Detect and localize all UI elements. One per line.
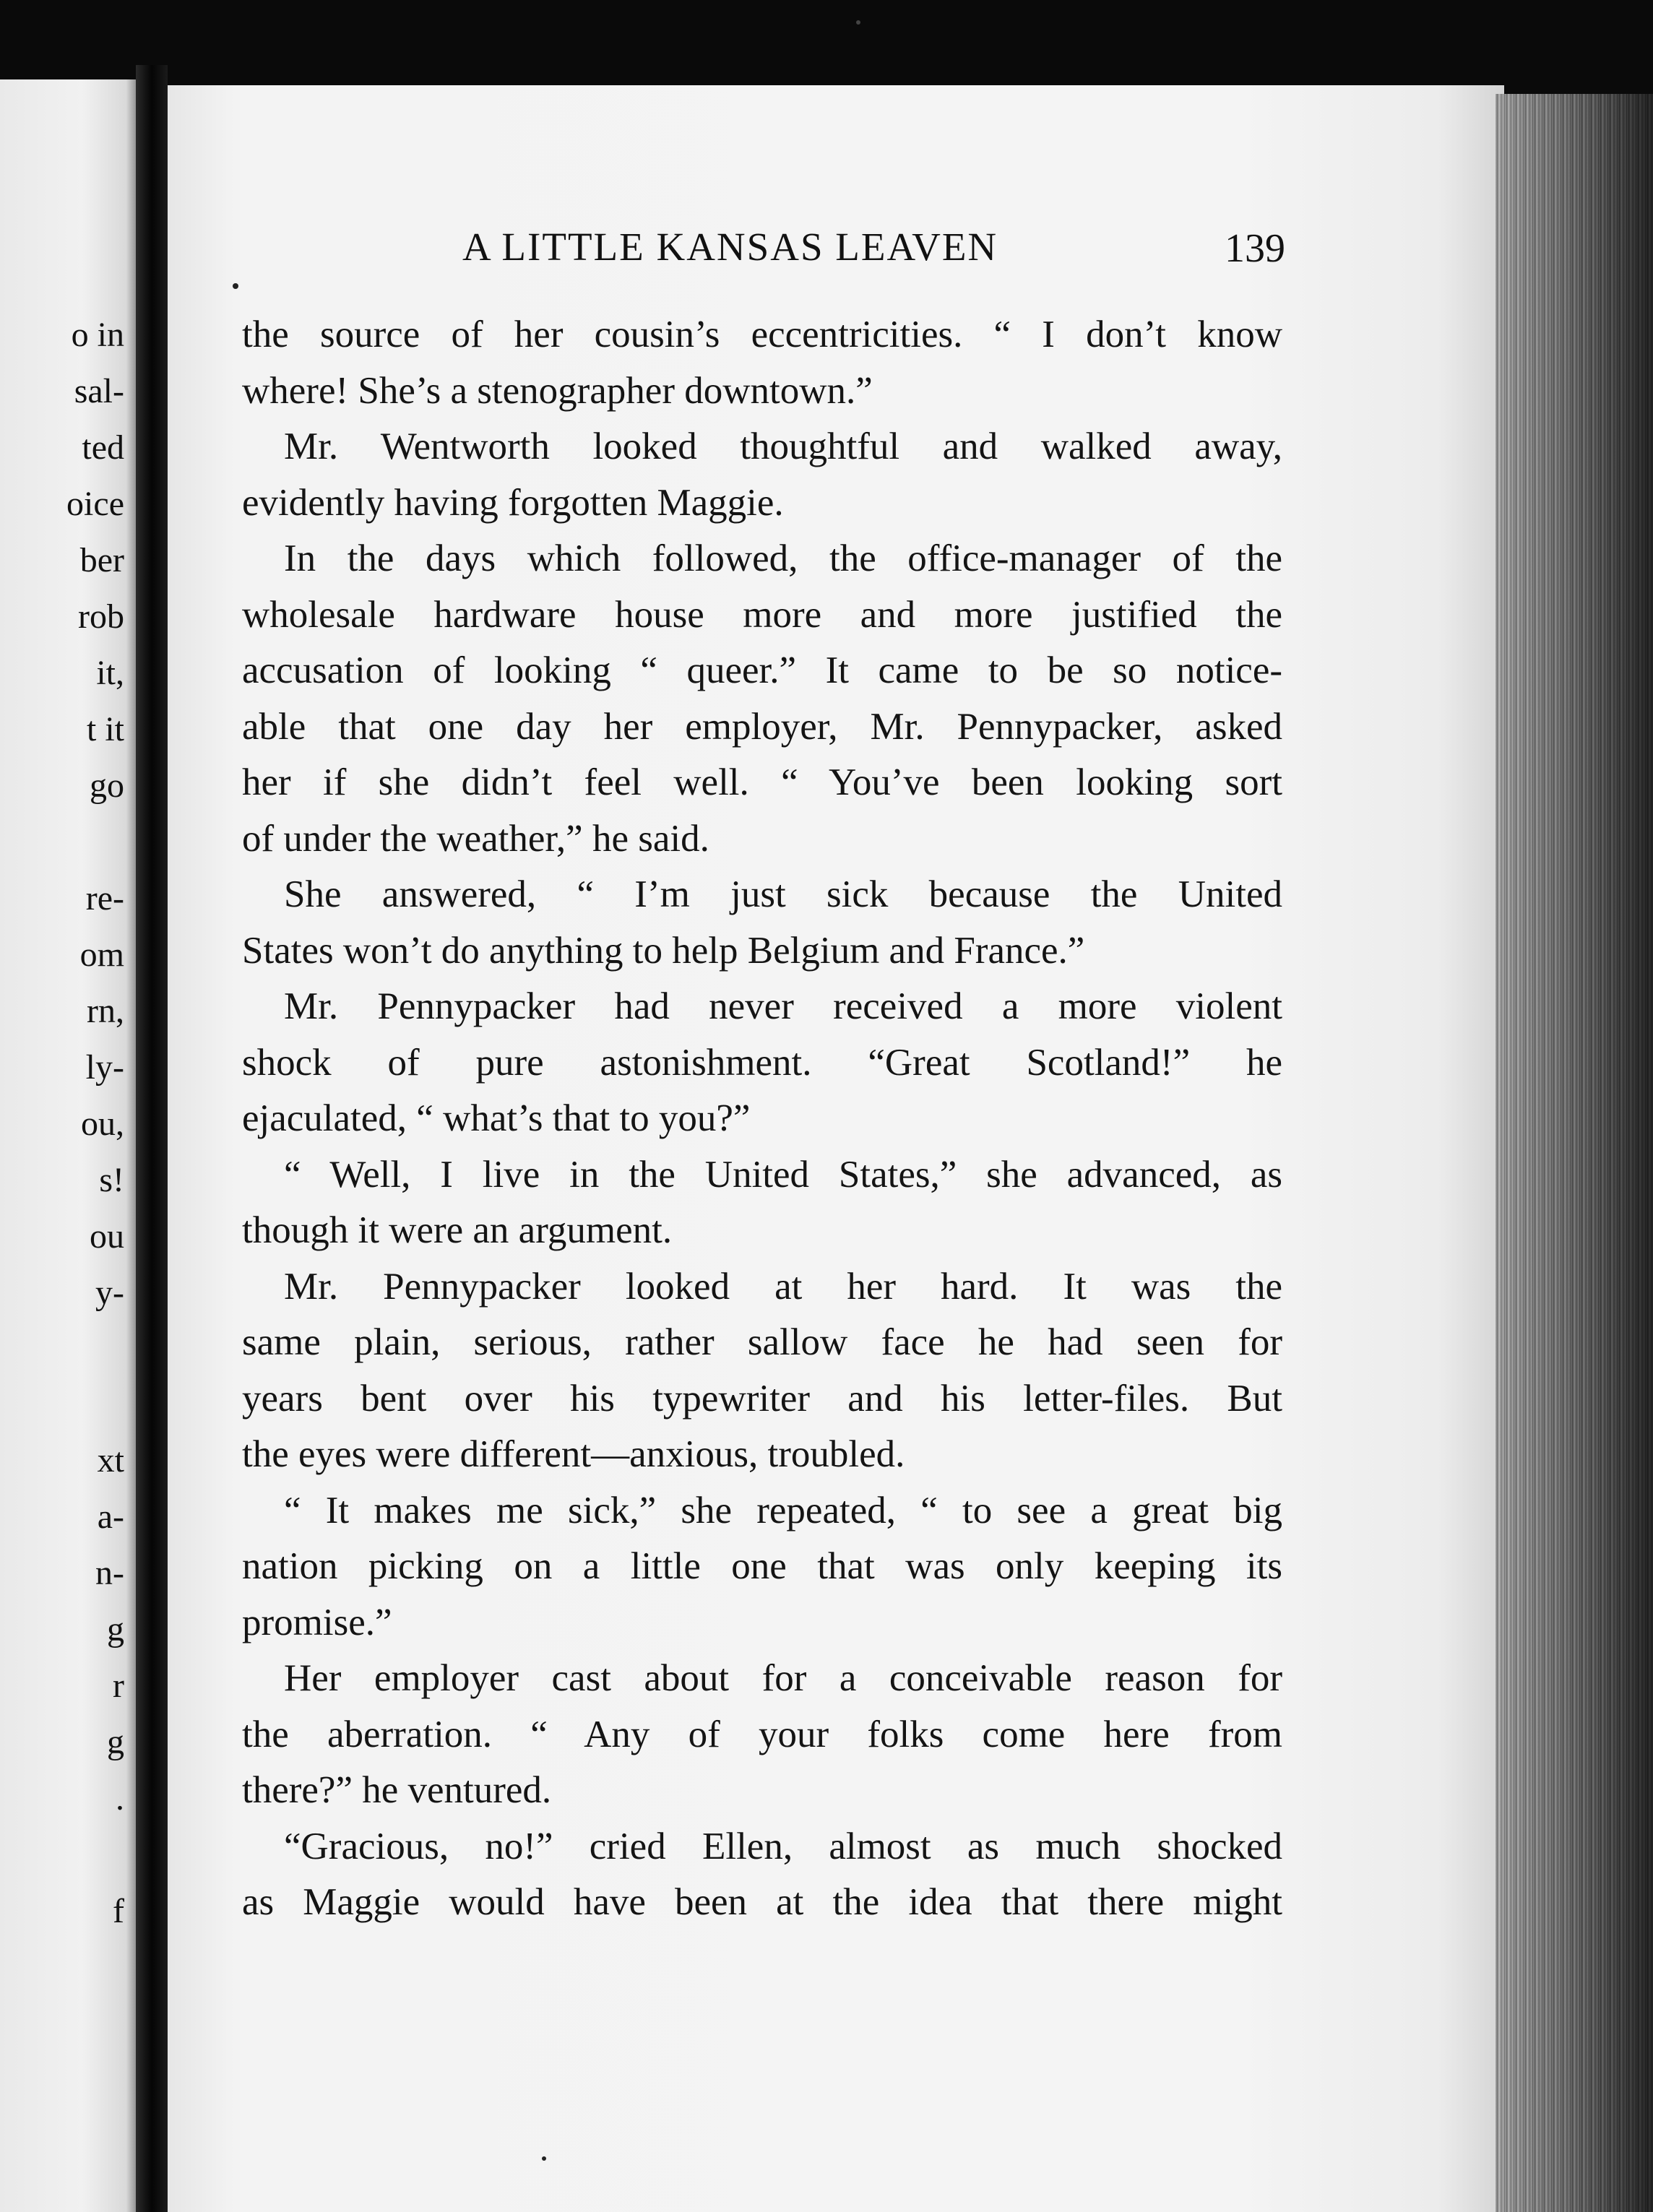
text-line: Mr. Pennypacker had never received a more violent bbox=[284, 985, 1282, 1027]
left-page-fragment: rob bbox=[78, 597, 124, 636]
running-head: A LITTLE KANSAS LEAVEN bbox=[462, 225, 998, 269]
text-line: years bent over his typewriter and his letter-files. But bbox=[242, 1377, 1282, 1420]
left-page-fragment: f bbox=[113, 1892, 124, 1930]
left-page-fragment: sal- bbox=[74, 372, 124, 410]
text-line: promise.” bbox=[242, 1601, 392, 1643]
left-page-fragment: ted bbox=[82, 428, 124, 467]
book-gutter bbox=[136, 65, 168, 2212]
left-page-fragment: it, bbox=[96, 654, 124, 692]
text-line: Mr. Pennypacker looked at her hard. It was the bbox=[284, 1265, 1282, 1308]
text-line: In the days which followed, the office-manager of the bbox=[284, 537, 1282, 579]
text-line: the source of her cousin’s eccentricities. “ I don’t know bbox=[242, 314, 1282, 355]
text-line: “ Well, I live in the United States,” she advanced, as bbox=[284, 1153, 1282, 1196]
text-line: same plain, serious, rather sallow face he had seen for bbox=[242, 1321, 1282, 1363]
left-page-fragment: rn, bbox=[87, 992, 124, 1030]
left-page-fragment: oice bbox=[66, 485, 124, 523]
text-line: Mr. Wentworth looked thoughtful and walked away, bbox=[284, 425, 1282, 467]
ink-speck bbox=[233, 283, 238, 289]
left-page-fragment: . bbox=[116, 1779, 124, 1818]
text-line: her if she didn’t feel well. “ You’ve been looking sort bbox=[242, 761, 1282, 803]
text-line: the eyes were different—anxious, troubled. bbox=[242, 1433, 905, 1475]
left-page-fragment: y- bbox=[95, 1274, 124, 1312]
text-line: accusation of looking “ queer.” It came to be so notice- bbox=[242, 649, 1282, 691]
text-line: of under the weather,” he said. bbox=[242, 817, 709, 860]
left-page-fragment: r bbox=[113, 1667, 124, 1705]
left-page-fragment: ber bbox=[79, 541, 124, 579]
text-line: where! She’s a stenographer downtown.” bbox=[242, 369, 873, 412]
text-line: “ It makes me sick,” she repeated, “ to see a great big bbox=[284, 1489, 1282, 1531]
text-line: nation picking on a little one that was only keeping its bbox=[242, 1545, 1282, 1587]
left-page-fragment: ou, bbox=[81, 1105, 124, 1143]
text-line: ejaculated, “ what’s that to you?” bbox=[242, 1097, 751, 1139]
left-facing-page bbox=[0, 79, 137, 2212]
body-text bbox=[242, 307, 1282, 1931]
text-line: Her employer cast about for a conceivable reason for bbox=[284, 1657, 1282, 1699]
left-page-fragment: o in bbox=[71, 316, 124, 354]
page-edges bbox=[1496, 94, 1653, 2212]
left-page-fragment: g bbox=[107, 1610, 124, 1649]
text-line: She answered, “ I’m just sick because the United bbox=[284, 873, 1282, 915]
left-page-fragment: re- bbox=[85, 879, 124, 917]
text-line: evidently having forgotten Maggie. bbox=[242, 481, 784, 524]
left-page-fragment: ou bbox=[90, 1217, 124, 1256]
left-page-fragment: s! bbox=[99, 1161, 124, 1199]
text-line: States won’t do anything to help Belgium and France.” bbox=[242, 929, 1085, 972]
left-page-fragment: ly- bbox=[85, 1048, 124, 1086]
left-page-fragment: g bbox=[107, 1723, 124, 1761]
text-line: “Gracious, no!” cried Ellen, almost as much shocked bbox=[284, 1825, 1282, 1867]
left-page-fragment: n- bbox=[95, 1554, 124, 1592]
text-line: wholesale hardware house more and more justified the bbox=[242, 593, 1282, 636]
left-page-fragment: a- bbox=[97, 1498, 124, 1536]
text-line: as Maggie would have been at the idea that there might bbox=[242, 1881, 1282, 1923]
page-number: 139 bbox=[1225, 226, 1285, 271]
text-line: the aberration. “ Any of your folks come here from bbox=[242, 1713, 1282, 1755]
left-page-fragment: om bbox=[79, 936, 124, 974]
text-line: able that one day her employer, Mr. Pennypacker, asked bbox=[242, 705, 1282, 748]
ink-speck bbox=[856, 20, 860, 25]
text-line: though it were an argument. bbox=[242, 1209, 673, 1251]
left-page-fragment: xt bbox=[97, 1441, 124, 1479]
left-page-fragment: t it bbox=[86, 710, 124, 748]
text-line: shock of pure astonishment. “Great Scotland!” he bbox=[242, 1041, 1282, 1084]
text-line: there?” he ventured. bbox=[242, 1769, 552, 1811]
left-page-fragment: go bbox=[90, 766, 124, 805]
ink-speck bbox=[542, 2156, 546, 2161]
